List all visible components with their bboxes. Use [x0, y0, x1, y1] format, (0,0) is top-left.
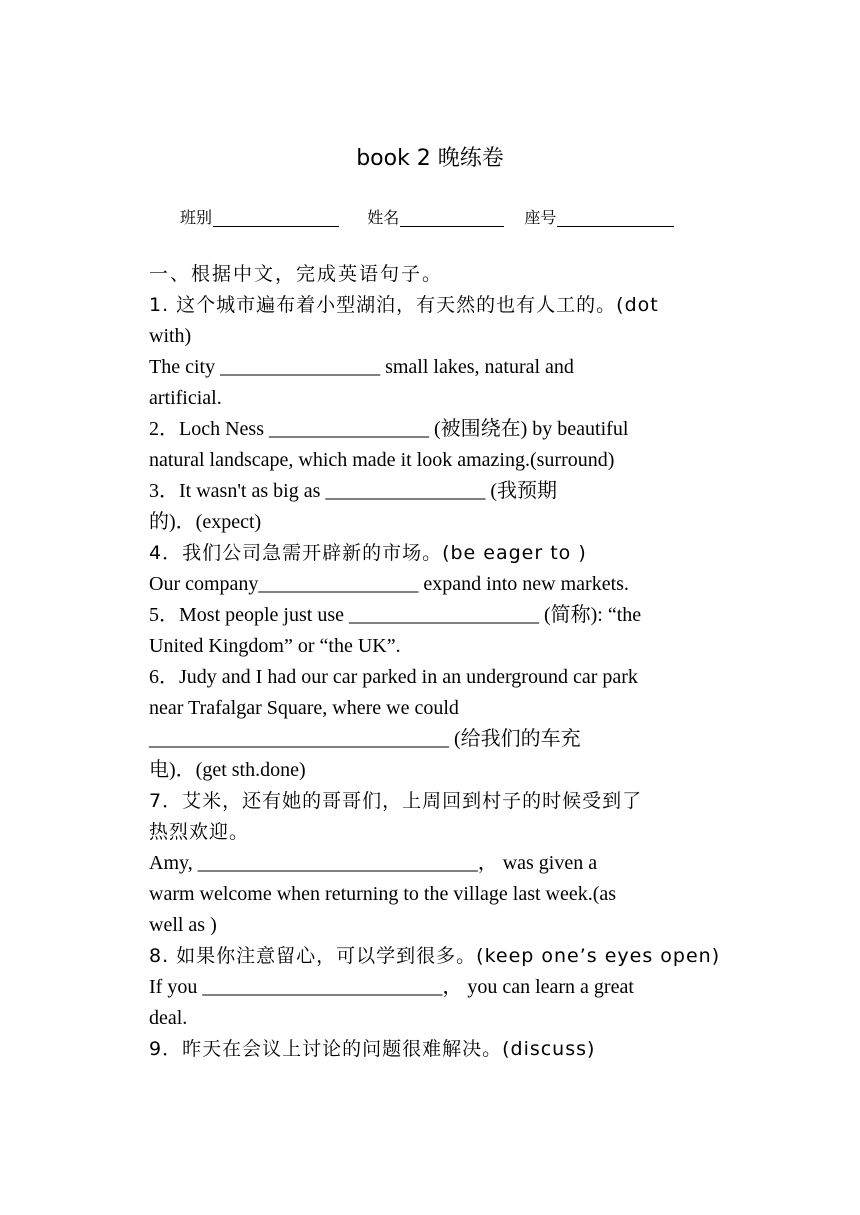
- section-heading: 一、根据中文，完成英语句子。: [149, 263, 444, 285]
- question-line: 3．It wasn't as big as ________________ (我预期: [149, 480, 558, 502]
- question-line: 2．Loch Ness ________________ (被围绕在) by beautiful: [149, 418, 629, 440]
- question-line: natural landscape, which made it look amazing.(surround): [149, 449, 615, 471]
- exercise-body: [149, 259, 719, 1065]
- name-label: 姓名: [367, 208, 400, 227]
- question-line: artificial.: [149, 387, 222, 409]
- question-line: near Trafalgar Square, where we could: [149, 697, 459, 719]
- question-line: Amy, ____________________________， was given a: [149, 852, 598, 874]
- question-line: well as ): [149, 914, 217, 936]
- question-line: ______________________________ (给我们的车充: [149, 728, 581, 750]
- question-line: 电)．(get sth.done): [149, 759, 306, 781]
- question-line: 7．艾米，还有她的哥哥们，上周回到村子的时候受到了: [149, 790, 643, 812]
- question-line: with): [149, 325, 192, 347]
- class-label: 班别: [180, 208, 213, 227]
- seat-blank[interactable]: [557, 208, 674, 227]
- question-line: 的)．(expect): [149, 511, 262, 533]
- question-line: The city ________________ small lakes, natural and: [149, 356, 574, 378]
- question-line: 6．Judy and I had our car parked in an underground car park: [149, 666, 638, 688]
- question-line: deal.: [149, 1007, 188, 1029]
- question-line: 4．我们公司急需开辟新的市场。(be eager to ): [149, 542, 587, 564]
- seat-label: 座号: [524, 208, 557, 227]
- class-blank[interactable]: [213, 208, 339, 227]
- question-line: 5．Most people just use ___________________ (简称): “the: [149, 604, 642, 626]
- question-line: If you ________________________， you can learn a great: [149, 976, 634, 998]
- student-info-row: [180, 205, 674, 228]
- question-line: warm welcome when returning to the village last week.(as: [149, 883, 617, 905]
- question-line: 8. 如果你注意留心，可以学到很多。(keep one’s eyes open): [149, 945, 721, 967]
- question-line: United Kingdom” or “the UK”.: [149, 635, 401, 657]
- page-title: book 2 晚练卷: [356, 146, 504, 171]
- question-line: Our company________________ expand into new markets.: [149, 573, 629, 595]
- name-blank[interactable]: [400, 208, 504, 227]
- question-line: 热烈欢迎。: [149, 821, 250, 843]
- question-line: 1. 这个城市遍布着小型湖泊，有天然的也有人工的。(dot: [149, 294, 659, 316]
- question-line: 9．昨天在会议上讨论的问题很难解决。(discuss): [149, 1038, 596, 1060]
